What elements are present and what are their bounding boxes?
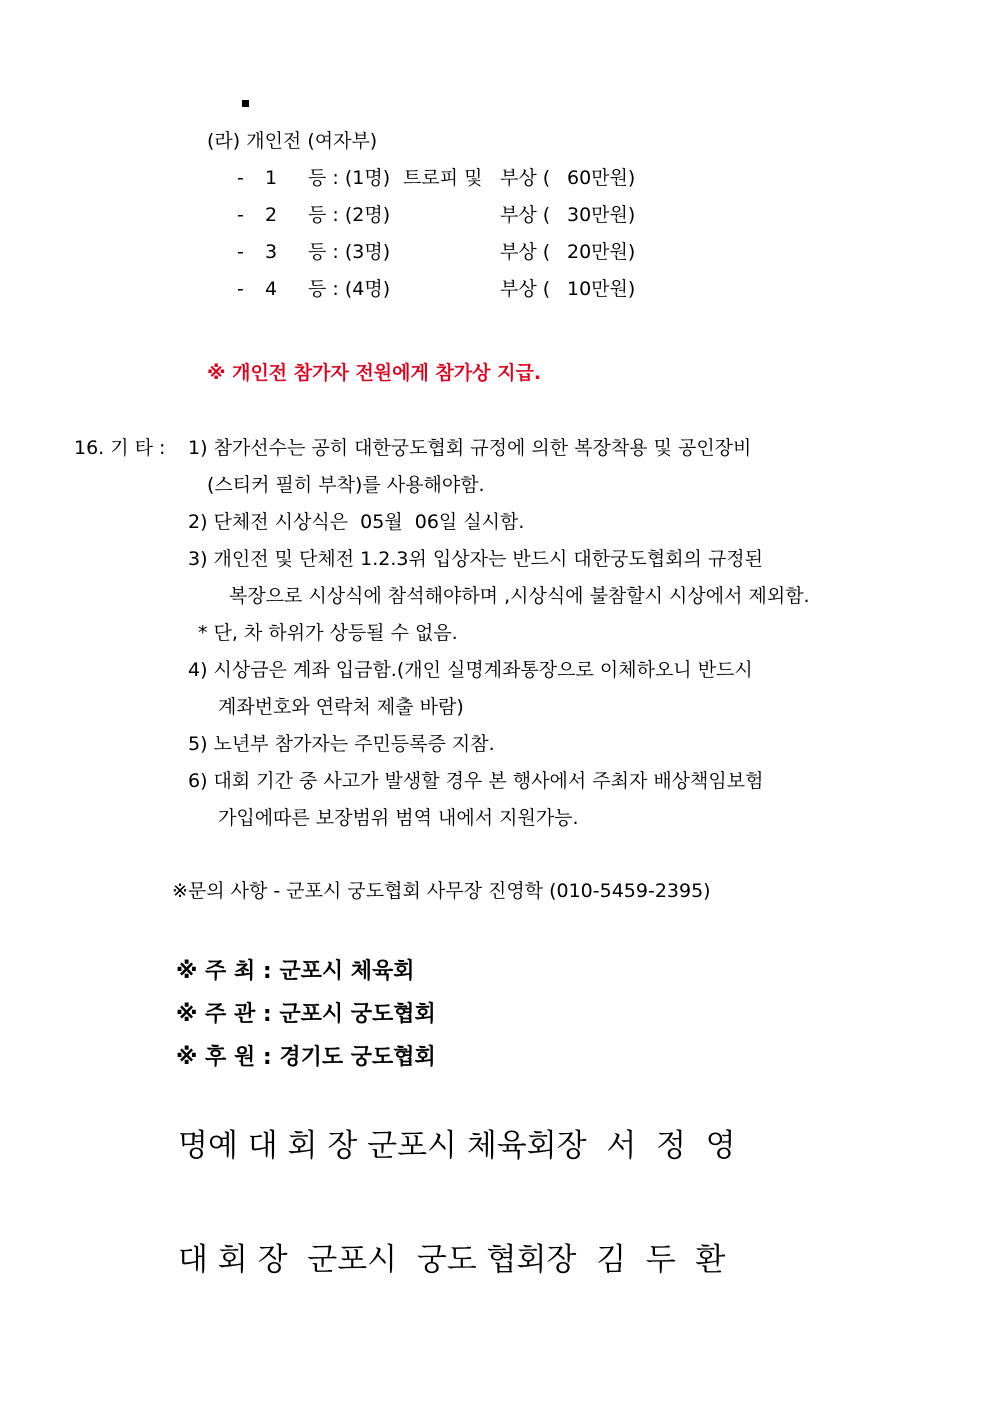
prize-award: 부상 ( [500, 241, 551, 263]
contact-info: ※문의 사항 - 군포시 궁도협회 사무장 진영학 (010-5459-2395) [172, 880, 711, 902]
etc-line: 3) 개인전 및 단체전 1.2.3위 입상자는 반드시 대한궁도협회의 규정된 [188, 548, 764, 570]
etc-line: 가입에따른 보장범위 범역 내에서 지원가능. [218, 807, 579, 829]
etc-line: 복장으로 시상식에 참석해야하며 ,시상식에 불참할시 시상에서 제외함. [229, 585, 810, 607]
prize-amount: 30만원) [567, 204, 636, 226]
etc-line: 1) 참가선수는 공히 대한궁도협회 규정에 의한 복장착용 및 공인장비 [188, 437, 752, 459]
etc-line: 6) 대회 기간 중 사고가 발생할 경우 본 행사에서 주최자 배상책임보험 [188, 770, 764, 792]
etc-line: (스티커 필히 부착)를 사용해야함. [207, 474, 485, 496]
prize-amount: 10만원) [567, 278, 636, 300]
prize-amount: 20만원) [567, 241, 636, 263]
etc-line: 계좌번호와 연락처 제출 바람) [218, 696, 464, 718]
bullet-marker [242, 100, 249, 107]
organizer-supervisor: ※ 주 관 : 군포시 궁도협회 [176, 1002, 436, 1027]
prize-rank: 2 [265, 204, 278, 226]
honorary-chairman: 명예 대 회 장 군포시 체육회장 서 정 영 [178, 1128, 736, 1164]
prize-award: 부상 ( [500, 204, 551, 226]
organizer-sponsor: ※ 후 원 : 경기도 궁도협회 [176, 1045, 436, 1070]
etc-line: 2) 단체전 시상식은 05월 06일 실시함. [188, 511, 525, 533]
prize-award: 부상 ( [500, 278, 551, 300]
prize-amount: 60만원) [567, 167, 636, 189]
prize-rank: 4 [265, 278, 278, 300]
prize-award: 부상 ( [500, 167, 551, 189]
prize-rank-label: 등 : (1명) [308, 167, 391, 189]
etc-heading: 16. 기 타 : [74, 437, 166, 459]
etc-line: 4) 시상금은 계좌 입금함.(개인 실명계좌통장으로 이체하오니 반드시 [188, 659, 753, 681]
prize-rank-label: 등 : (2명) [308, 204, 391, 226]
prize-dash: - [237, 278, 244, 300]
prize-dash: - [237, 241, 244, 263]
prize-dash: - [237, 167, 244, 189]
chairman: 대 회 장 군포시 궁도 협회장 김 두 환 [178, 1242, 726, 1278]
participation-notice: ※ 개인전 참가자 전원에게 참가상 지급. [207, 362, 542, 384]
organizer-host: ※ 주 최 : 군포시 체육회 [176, 959, 415, 984]
etc-line: 5) 노년부 참가자는 주민등록증 지참. [188, 733, 495, 755]
prize-rank-label: 등 : (4명) [308, 278, 391, 300]
prize-rank-label: 등 : (3명) [308, 241, 391, 263]
section-title-women: (라) 개인전 (여자부) [207, 130, 378, 152]
prize-rank: 1 [265, 167, 278, 189]
prize-rank: 3 [265, 241, 278, 263]
prize-dash: - [237, 204, 244, 226]
prize-trophy: 트로피 및 [403, 167, 483, 189]
etc-line: * 단, 차 하위가 상등될 수 없음. [198, 622, 458, 644]
